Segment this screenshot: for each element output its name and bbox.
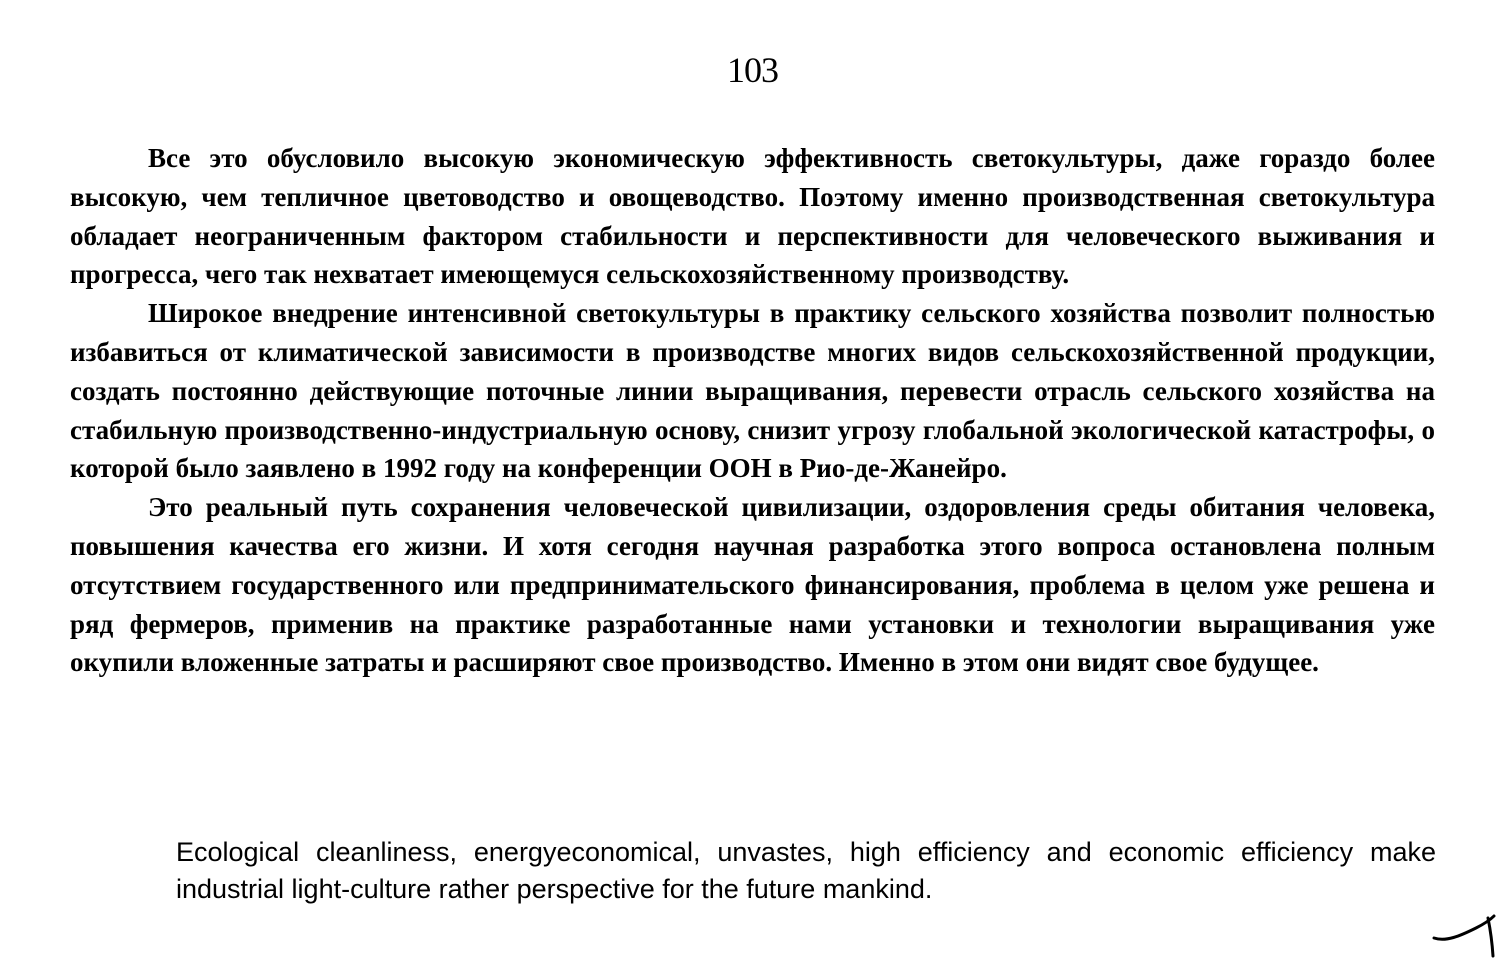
english-summary: Ecological cleanliness, energyeconomical, unvastes, high efficiency and economic efficiency make industrial light-culture rather perspective for the future mankind.	[176, 837, 1436, 904]
paragraph-1: Все это обусловило высокую экономическую эффективность светокультуры, даже гораздо более высокую, чем тепличное цветоводство и овощеводство. Поэтому именно производственная светокультура обладает неограниченным фактором стабильности и перспективности для человеческого выживания и прогресса, чего так нехватает имеющемуся сельскохозяйственному производству.	[70, 143, 1435, 290]
paragraph-2: Широкое внедрение интенсивной светокультуры в практику сельского хозяйства позволит полностью избавиться от климатической зависимости в производстве многих видов сельскохозяйственной продукции, создать постоянно действующие поточные линии выращивания, перевести отрасль сельского хозяйства на стабильную производственно-индустриальную основу, снизит угрозу глобальной экологической катастрофы, о которой было заявлено в 1992 году на конференции ООН в Рио-де-Жанейро.	[70, 298, 1435, 484]
page-number: 103	[727, 50, 778, 90]
paragraph-3: Это реальный путь сохранения человеческой цивилизации, оздоровления среды обитания человека, повышения качества его жизни. И хотя сегодня научная разработка этого вопроса остановлена полным отсутствием государственного или предпринимательского финансирования, проблема в целом уже решена и ряд фермеров, применив на практике разработанные нами установки и технологии выращивания уже окупили вложенные затраты и расширяют свое производство. Именно в этом они видят свое будущее.	[70, 492, 1435, 678]
handwritten-mark	[1432, 910, 1496, 960]
body-text	[70, 139, 1435, 682]
